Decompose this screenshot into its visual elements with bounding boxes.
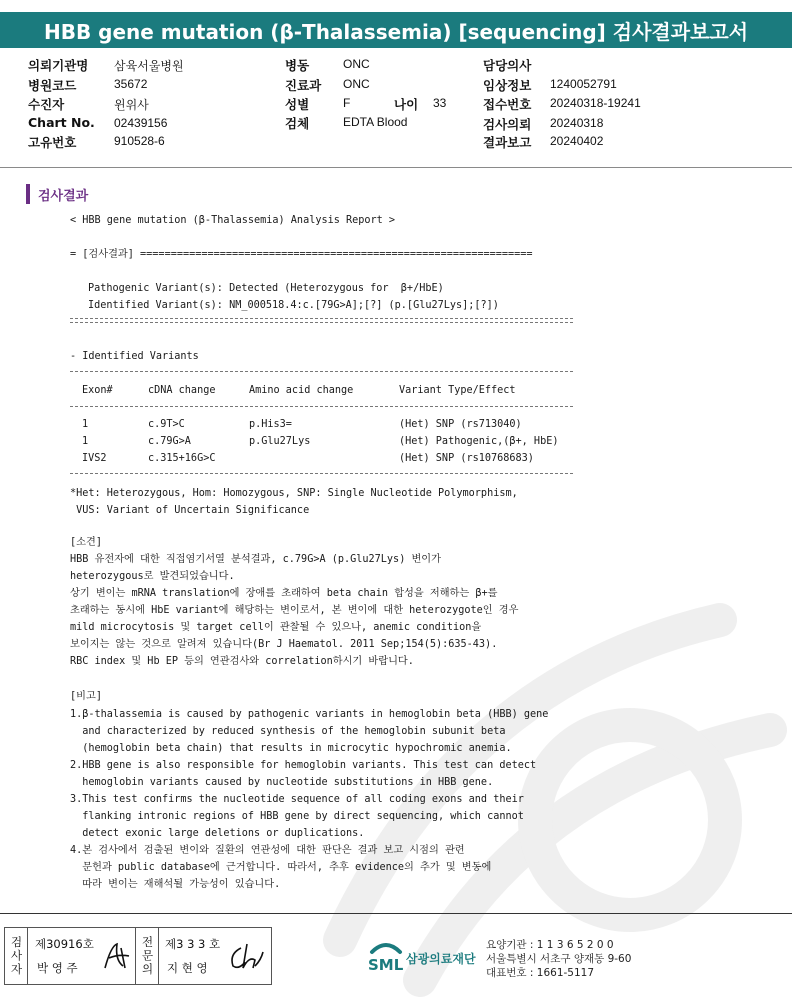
cell-exon: IVS2 [82, 453, 107, 464]
report-heading: < HBB gene mutation (β-Thalassemia) Analysis Report > [70, 215, 396, 226]
section-bar [26, 184, 30, 204]
specialist-label-text: 전문의 [140, 935, 155, 977]
label-report-date: 결과보고 [483, 135, 532, 150]
specialist-license-no: 제3 3 3 호 [165, 937, 221, 951]
col-header-type: Variant Type/Effect [399, 385, 516, 396]
inspector-signature [101, 940, 133, 974]
opinion-title: [소견] [70, 537, 102, 548]
cell-exon: 1 [82, 419, 89, 430]
remarks-line: and characterized by reduced synthesis of the hemoglobin subunit beta [70, 726, 506, 737]
divider [0, 167, 792, 168]
col-header-cdna: cDNA change [148, 385, 216, 396]
org-address: 서울특별시 서초구 양재동 9-60 [486, 953, 632, 965]
value-report-date: 20240402 [550, 134, 604, 148]
label-ward: 병동 [285, 58, 310, 73]
table-top-border [70, 371, 573, 372]
remarks-line: (hemoglobin beta chain) that results in microcytic hypochromic anemia. [70, 743, 512, 754]
section-title: 검사결과 [38, 188, 89, 204]
label-chart-no: Chart No. [28, 115, 95, 130]
sml-logo-icon [366, 936, 406, 976]
cell-amino: p.Glu27Lys [249, 436, 311, 447]
report-title: HBB gene mutation (β-Thalassemia) [sequencing] 검사결과보고서 [0, 12, 792, 48]
org-phone: 대표번호 : 1661-5117 [486, 967, 595, 979]
value-age: 33 [433, 96, 447, 110]
value-chart-no: 02439156 [114, 116, 168, 130]
footnote-abbreviations: *Het: Heterozygous, Hom: Homozygous, SNP: Single Nucleotide Polymorphism, [70, 488, 518, 499]
remarks-line: 4.본 검사에서 검출된 변이와 질환의 연관성에 대한 판단은 결과 보고 시점의 관련 [70, 845, 465, 856]
inspector-label-text: 검사자 [9, 935, 24, 977]
result-header: = [검사결과] ================================================================ [70, 249, 533, 260]
inspector-license-no: 제30916호 [35, 937, 94, 951]
value-requesting-institution: 삼육서울병원 [114, 59, 184, 73]
variants-title: - Identified Variants [70, 351, 199, 362]
signature-box [4, 927, 272, 985]
col-header-amino: Amino acid change [249, 385, 354, 396]
table-bottom-border [70, 473, 573, 474]
opinion-line: HBB 유전자에 대한 직접염기서열 분석결과, c.79G>A (p.Glu27Lys) 변이가 [70, 554, 441, 565]
remarks-line: 2.HBB gene is also responsible for hemoglobin variants. This test can detect [70, 760, 537, 771]
specialist-signature [227, 940, 265, 974]
opinion-line: 초래하는 동시에 HbE variant에 해당하는 변이로서, 본 변이에 대한 heterozygote인 경우 [70, 605, 519, 616]
label-physician: 담당의사 [483, 58, 532, 73]
remarks-line: detect exonic large deletions or duplications. [70, 828, 365, 839]
specialist-label [136, 928, 159, 984]
value-receipt-no: 20240318-19241 [550, 96, 641, 110]
opinion-line: 보이지는 않는 것으로 알려져 있습니다(Br J Haematol. 2011 Sep;154(5):635-43). [70, 639, 498, 650]
label-unique-id: 고유번호 [28, 135, 77, 150]
value-request-date: 20240318 [550, 116, 604, 130]
remarks-line: flanking intronic regions of HBB gene by direct sequencing, which cannot [70, 811, 524, 822]
cell-exon: 1 [82, 436, 89, 447]
remarks-line: 3.This test confirms the nucleotide sequence of all coding exons and their [70, 794, 524, 805]
label-age: 나이 [394, 97, 419, 112]
cell-cdna: c.79G>A [148, 436, 191, 447]
cell-type: (Het) Pathogenic,(β+, HbE) [399, 436, 559, 447]
value-patient-name: 윈위사 [114, 98, 149, 112]
value-department: ONC [343, 77, 370, 91]
specialist-name: 지 현 영 [167, 961, 208, 975]
cell-amino: p.His3= [249, 419, 292, 430]
sml-logo-text: SML [368, 956, 404, 974]
opinion-line: heterozygous로 발견되었습니다. [70, 571, 235, 582]
opinion-line: 상기 변이는 mRNA translation에 장애를 초래하여 beta chain 합성을 저해하는 β+를 [70, 588, 498, 599]
institution-number: 요양기관 : 1 1 3 6 5 2 0 0 [486, 939, 614, 951]
opinion-line: mild microcytosis 및 target cell이 관찰될 수 있으나, anemic condition을 [70, 622, 482, 633]
opinion-line: RBC index 및 Hb EP 등의 연관검사와 correlation하시기 바랍니다. [70, 656, 414, 667]
cell-cdna: c.315+16G>C [148, 453, 216, 464]
remarks-line: 따라 변이는 재해석될 가능성이 있습니다. [70, 879, 281, 890]
remarks-title: [비고] [70, 691, 102, 702]
label-requesting-institution: 의뢰기관명 [28, 58, 89, 73]
value-sex: F [343, 96, 351, 110]
col-header-exon: Exon# [82, 385, 113, 396]
value-ward: ONC [343, 57, 370, 71]
footer-divider [0, 913, 792, 914]
label-patient-name: 수진자 [28, 97, 65, 112]
footnote-vus: VUS: Variant of Uncertain Significance [70, 505, 310, 516]
cell-type: (Het) SNP (rs10768683) [399, 453, 534, 464]
org-name: 삼광의료재단 [406, 952, 476, 966]
pathogenic-variant-line: Pathogenic Variant(s): Detected (Heterozygous for β+/HbE) [88, 283, 444, 294]
table-header-border [70, 406, 573, 407]
inspector-name: 박 영 주 [37, 961, 78, 975]
patient-info [0, 56, 792, 152]
double-divider [70, 318, 573, 323]
remarks-line: 문헌과 public database에 근거합니다. 따라서, 추후 evidence의 추가 및 변동에 [70, 862, 492, 873]
label-sex: 성별 [285, 97, 310, 112]
label-hospital-code: 병원코드 [28, 78, 77, 93]
label-clinical-info: 임상정보 [483, 78, 532, 93]
label-request-date: 검사의뢰 [483, 117, 532, 132]
label-department: 진료과 [285, 78, 322, 93]
section-header [26, 184, 88, 204]
value-specimen: EDTA Blood [343, 115, 408, 129]
identified-variant-line: Identified Variant(s): NM_000518.4:c.[79G>A];[?] (p.[Glu27Lys];[?]) [88, 300, 499, 311]
label-specimen: 검체 [285, 116, 310, 131]
value-hospital-code: 35672 [114, 77, 148, 91]
remarks-line: hemoglobin variants caused by nucleotide substitutions in HBB gene. [70, 777, 494, 788]
remarks-line: 1.β-thalassemia is caused by pathogenic variants in hemoglobin beta (HBB) gene [70, 709, 549, 720]
value-unique-id: 910528-6 [114, 134, 165, 148]
label-receipt-no: 접수번호 [483, 97, 532, 112]
value-clinical-info: 1240052791 [550, 77, 617, 91]
inspector-label [5, 928, 28, 984]
cell-type: (Het) SNP (rs713040) [399, 419, 522, 430]
cell-cdna: c.9T>C [148, 419, 185, 430]
